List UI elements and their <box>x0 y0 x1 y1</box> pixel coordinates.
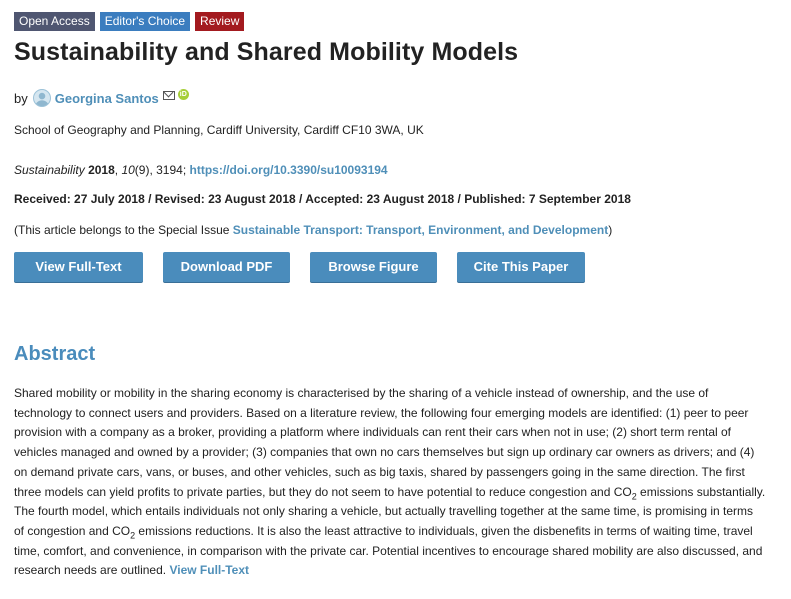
special-issue-note <box>14 223 612 237</box>
affiliation: School of Geography and Planning, Cardiff University, Cardiff CF10 3WA, UK <box>14 123 424 137</box>
author-link[interactable]: Georgina Santos <box>54 90 159 106</box>
abstract-text <box>14 384 766 581</box>
cite-paper-button[interactable]: Cite This Paper <box>457 252 585 282</box>
abstract-view-full-text-link[interactable]: View Full-Text <box>169 563 250 578</box>
citation-year: 2018 <box>88 163 115 177</box>
browse-figure-button[interactable]: Browse Figure <box>310 252 437 282</box>
doi-link[interactable]: https://doi.org/10.3390/su10093194 <box>189 163 388 177</box>
abstract-part-1: Shared mobility or mobility in the sharing economy is characterised by the sharing of a vehicle instead of ownership, and the use of technology to connect users and providers. Based on a literature review, the following four emerging models are identified: (1) peer to peer provision with a company as a broker, providing a platform where individuals can rent their cars when not in use; (2) short term rental of vehicles managed and owned by a provider; (3) companies that own no cars themselves but sign up ordinary car owners as drivers; and (4) on demand private cars, vans, or buses, and other vehicles, such as big taxis, shared by passengers going in the same direction. The first three models can yield profits to private parties, but they do not seem to have potential to reduce congestion and CO <box>14 386 755 499</box>
co2-subscript-1: 2 <box>631 490 637 501</box>
journal-name: Sustainability <box>14 163 85 177</box>
special-prefix: (This article belongs to the Special Issue <box>14 223 230 237</box>
action-buttons <box>14 252 585 282</box>
citation-issue: (9), 3194; <box>134 163 187 177</box>
by-label: by <box>14 90 28 106</box>
editors-choice-badge[interactable]: Editor's Choice <box>100 12 190 31</box>
special-issue-link[interactable]: Sustainable Transport: Transport, Environment, and Development <box>232 223 609 237</box>
review-badge[interactable]: Review <box>195 12 244 31</box>
co2-subscript-2: 2 <box>130 530 136 541</box>
author-icon <box>33 89 51 107</box>
byline <box>14 89 189 107</box>
publication-dates: Received: 27 July 2018 / Revised: 23 August 2018 / Accepted: 23 August 2018 / Published: 7 September 2018 <box>14 192 631 206</box>
view-full-text-button[interactable]: View Full-Text <box>14 252 143 282</box>
abstract-part-3: emissions reductions. It is also the least attractive to individuals, given the disbenefits in terms of waiting time, travel time, comfort, and convenience, in comparison with the private car. Potential incentives to encourage shared mobility are also discussed, and research needs are outlined. <box>14 523 763 578</box>
citation-volume: 10 <box>121 163 135 177</box>
citation: Sustainability 2018, 10(9), 3194; https://doi.org/10.3390/su10093194 <box>14 163 388 177</box>
abstract-part-2: emissions substantially. The fourth model, which entails individuals not only sharing a vehicle, but actually travelling together at the same time, is promising in terms of congestion and CO <box>14 484 766 538</box>
article-title: Sustainability and Shared Mobility Models <box>14 38 519 66</box>
special-suffix: ) <box>608 223 613 237</box>
abstract-heading: Abstract <box>14 343 96 365</box>
mail-icon[interactable] <box>163 91 175 100</box>
open-access-badge[interactable]: Open Access <box>14 12 95 31</box>
download-pdf-button[interactable]: Download PDF <box>163 252 290 282</box>
badge-row <box>14 12 244 31</box>
orcid-icon[interactable]: iD <box>179 90 187 98</box>
